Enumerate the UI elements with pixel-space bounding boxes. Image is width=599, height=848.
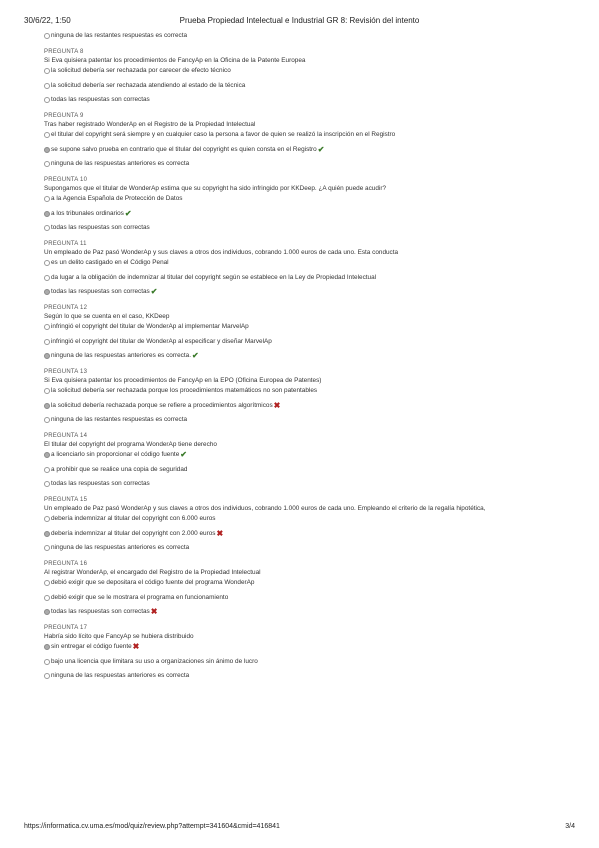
option-text: debería indemnizar al titular del copyright con 6.000 euros <box>51 515 216 522</box>
option-text: a licenciarlo sin proporcionar el código fuente <box>51 451 180 458</box>
option-prev[interactable] <box>44 32 564 40</box>
answer-option[interactable] <box>44 480 564 488</box>
question-number: PREGUNTA 17 <box>44 625 88 631</box>
quiz-review <box>44 32 564 680</box>
answer-option[interactable] <box>44 544 564 552</box>
answer-option[interactable] <box>44 338 564 346</box>
radio-selected[interactable] <box>44 211 50 217</box>
question-number: PREGUNTA 11 <box>44 241 87 247</box>
question-text: Si Eva quisiera patentar los procedimientos de FancyAp en la EPO (Oficina Europea de Patentes) <box>44 377 322 384</box>
correct-check-icon: ✔ <box>124 208 132 218</box>
option-text: ninguna de las respuestas anteriores es correcta <box>51 672 190 679</box>
answer-option[interactable] <box>44 416 564 424</box>
question-text: Habría sido lícito que FancyAp se hubiera distribuido <box>44 633 194 640</box>
print-footer <box>24 823 575 835</box>
question-block <box>44 176 564 232</box>
radio-button[interactable] <box>44 659 50 665</box>
radio-selected[interactable] <box>44 644 50 650</box>
option-text: ninguna de las restantes respuestas es correcta <box>51 416 188 423</box>
answer-option[interactable] <box>44 579 564 587</box>
radio-button[interactable] <box>44 516 50 522</box>
answer-option[interactable] <box>44 131 564 139</box>
option-text: ninguna de las respuestas anteriores es correcta. <box>51 352 191 359</box>
option-text: debió exigir que se le mostrara el programa en funcionamiento <box>51 593 229 601</box>
option-text: ninguna de las respuestas anteriores es correcta <box>51 544 190 551</box>
incorrect-cross-icon: ✖ <box>132 642 140 651</box>
answer-option[interactable] <box>44 387 564 395</box>
radio-button[interactable] <box>44 595 50 601</box>
incorrect-cross-icon: ✖ <box>273 400 281 410</box>
question-number: PREGUNTA 15 <box>44 497 88 503</box>
question-number: PREGUNTA 12 <box>44 305 88 311</box>
print-header <box>24 16 575 28</box>
answer-option[interactable] <box>44 82 564 90</box>
question-number: PREGUNTA 10 <box>44 177 88 183</box>
correct-check-icon: ✔ <box>180 450 187 459</box>
radio-button[interactable] <box>44 388 50 394</box>
answer-option[interactable] <box>44 160 564 168</box>
page-title: Prueba Propiedad Intelectual e Industrial GR 8: Revisión del intento <box>179 16 420 25</box>
option-text: sin entregar el código fuente <box>51 643 132 650</box>
question-text: Según lo que se cuenta en el caso, KKDeep <box>44 313 170 320</box>
question-number: PREGUNTA 14 <box>44 433 88 439</box>
question-block <box>44 304 564 360</box>
answer-option[interactable] <box>44 466 564 474</box>
question-block <box>44 432 564 488</box>
option-text: es un delito castigado en el Código Penal <box>51 259 169 266</box>
option-text: la solicitud debería rechazada porque se refiere a procedimientos algorítmicos <box>51 401 273 409</box>
question-block <box>44 48 564 104</box>
option-text: infringió el copyright del titular de WonderAp al especificar y diseñar MarvelAp <box>51 337 272 345</box>
option-text: se supone salvo prueba en contrario que el titular del copyright es quien consta en el Registro <box>51 145 317 153</box>
radio-selected[interactable] <box>44 289 50 295</box>
radio-button[interactable] <box>44 68 50 74</box>
answer-option[interactable] <box>44 259 564 267</box>
radio-button[interactable] <box>44 275 50 281</box>
incorrect-cross-icon: ✖ <box>216 528 224 538</box>
option-text: la solicitud debería ser rechazada porque los procedimientos matemáticos no son patentables <box>51 387 318 394</box>
answer-option[interactable] <box>44 672 564 680</box>
option-text: bajo una licencia que limitara su uso a organizaciones sin ánimo de lucro <box>51 657 258 665</box>
answer-option[interactable] <box>44 274 564 282</box>
option-text: da lugar a la obligación de indemnizar al titular del copyright según se establece en la Ley de Propiedad Intelectual <box>51 273 377 281</box>
option-text: todas las respuestas son correctas <box>51 288 150 295</box>
radio-button[interactable] <box>44 481 50 487</box>
question-text: Un empleado de Paz pasó WonderAp y sus claves a otros dos individuos, cobrando 1.000 euros de cada uno. Esta conducta <box>44 249 399 256</box>
question-text: Tras haber registrado WonderAp en el Registro de la Propiedad Intelectual <box>44 121 256 128</box>
radio-button[interactable] <box>44 196 50 202</box>
radio-button[interactable] <box>44 324 50 330</box>
answer-option[interactable] <box>44 451 564 459</box>
answer-option[interactable] <box>44 515 564 523</box>
radio-selected[interactable] <box>44 147 50 153</box>
page-number: 3/4 <box>565 823 575 830</box>
radio-button[interactable] <box>44 132 50 138</box>
option-text: a prohibir que se realice una copia de seguridad <box>51 465 188 473</box>
answer-option[interactable] <box>44 643 564 651</box>
option-text: todas las respuestas son correctas <box>51 608 150 615</box>
radio-selected[interactable] <box>44 403 50 409</box>
answer-option[interactable] <box>44 323 564 331</box>
radio-selected[interactable] <box>44 609 50 615</box>
answer-option[interactable] <box>44 195 564 203</box>
question-block <box>44 624 564 680</box>
question-text: El titular del copyright del programa WonderAp tiene derecho <box>44 441 217 448</box>
option-text: todas las respuestas son correctas <box>51 96 150 103</box>
answer-option[interactable] <box>44 146 564 154</box>
radio-button[interactable] <box>44 225 50 231</box>
answer-option[interactable] <box>44 608 564 616</box>
print-date: 30/6/22, 1:50 <box>24 16 71 25</box>
answer-option[interactable] <box>44 288 564 296</box>
option-text: a la Agencia Española de Protección de Datos <box>51 195 183 202</box>
answer-option[interactable] <box>44 67 564 75</box>
radio-button[interactable] <box>44 545 50 551</box>
radio-button[interactable] <box>44 673 50 679</box>
answer-option[interactable] <box>44 210 564 218</box>
option-text: debería indemnizar al titular del copyright con 2.000 euros <box>51 529 216 537</box>
option-text: ninguna de las respuestas anteriores es correcta <box>51 160 190 167</box>
question-text: Al registrar WonderAp, el encargado del Registro de la Propiedad Intelectual <box>44 569 261 576</box>
option-text: todas las respuestas son correctas <box>51 224 150 231</box>
question-block <box>44 368 564 424</box>
question-number: PREGUNTA 13 <box>44 369 88 375</box>
question-block <box>44 560 564 616</box>
radio-button[interactable] <box>44 260 50 266</box>
answer-option[interactable] <box>44 594 564 602</box>
radio-button[interactable] <box>44 339 50 345</box>
radio-button[interactable] <box>44 161 50 167</box>
option-text: la solicitud debería ser rechazada atendiendo al estado de la técnica <box>51 81 246 89</box>
question-number: PREGUNTA 8 <box>44 49 84 55</box>
question-text: Si Eva quisiera patentar los procedimientos de FancyAp en la Oficina de la Patente Europea <box>44 57 306 64</box>
question-block <box>44 112 564 168</box>
radio-button[interactable] <box>44 580 50 586</box>
page-url: https://informatica.cv.uma.es/mod/quiz/review.php?attempt=341604&cmid=416841 <box>24 823 280 830</box>
radio-selected[interactable] <box>44 531 50 537</box>
question-number: PREGUNTA 16 <box>44 561 88 567</box>
question-number: PREGUNTA 9 <box>44 113 84 119</box>
option-text: todas las respuestas son correctas <box>51 480 150 487</box>
question-text: Un empleado de Paz pasó WonderAp y sus claves a otros dos individuos, cobrando 1.000 euros de cada uno. Empleando el criterio de la regalía hipotética, <box>44 505 486 512</box>
option-text: a los tribunales ordinarios <box>51 209 124 217</box>
radio-selected[interactable] <box>44 353 50 359</box>
option-text: el titular del copyright será siempre y en cualquier caso la persona a favor de quien se realizó la inscripción en el Registro <box>51 131 396 138</box>
radio-button[interactable] <box>44 417 50 423</box>
answer-option[interactable] <box>44 224 564 232</box>
option-text: ninguna de las restantes respuestas es correcta <box>51 32 188 39</box>
option-text: la solicitud debería ser rechazada por carecer de efecto técnico <box>51 67 231 74</box>
question-block <box>44 496 564 552</box>
correct-check-icon: ✔ <box>150 287 158 296</box>
question-block <box>44 240 564 296</box>
correct-check-icon: ✔ <box>317 144 325 154</box>
incorrect-cross-icon: ✖ <box>150 607 158 616</box>
correct-check-icon: ✔ <box>191 351 199 360</box>
radio-button[interactable] <box>44 83 50 89</box>
question-text: Supongamos que el titular de WonderAp estima que su copyright ha sido infringido por KKDeep. ¿A quién puede acudir? <box>44 185 386 192</box>
radio-button[interactable] <box>44 467 50 473</box>
answer-option[interactable] <box>44 530 564 538</box>
answer-option[interactable] <box>44 658 564 666</box>
radio-button[interactable] <box>44 33 50 39</box>
answer-option[interactable] <box>44 96 564 104</box>
answer-option[interactable] <box>44 402 564 410</box>
radio-button[interactable] <box>44 97 50 103</box>
answer-option[interactable] <box>44 352 564 360</box>
option-text: debió exigir que se depositara el código fuente del programa WonderAp <box>51 579 255 586</box>
radio-selected[interactable] <box>44 452 50 458</box>
option-text: infringió el copyright del titular de WonderAp al implementar MarvelAp <box>51 323 249 330</box>
